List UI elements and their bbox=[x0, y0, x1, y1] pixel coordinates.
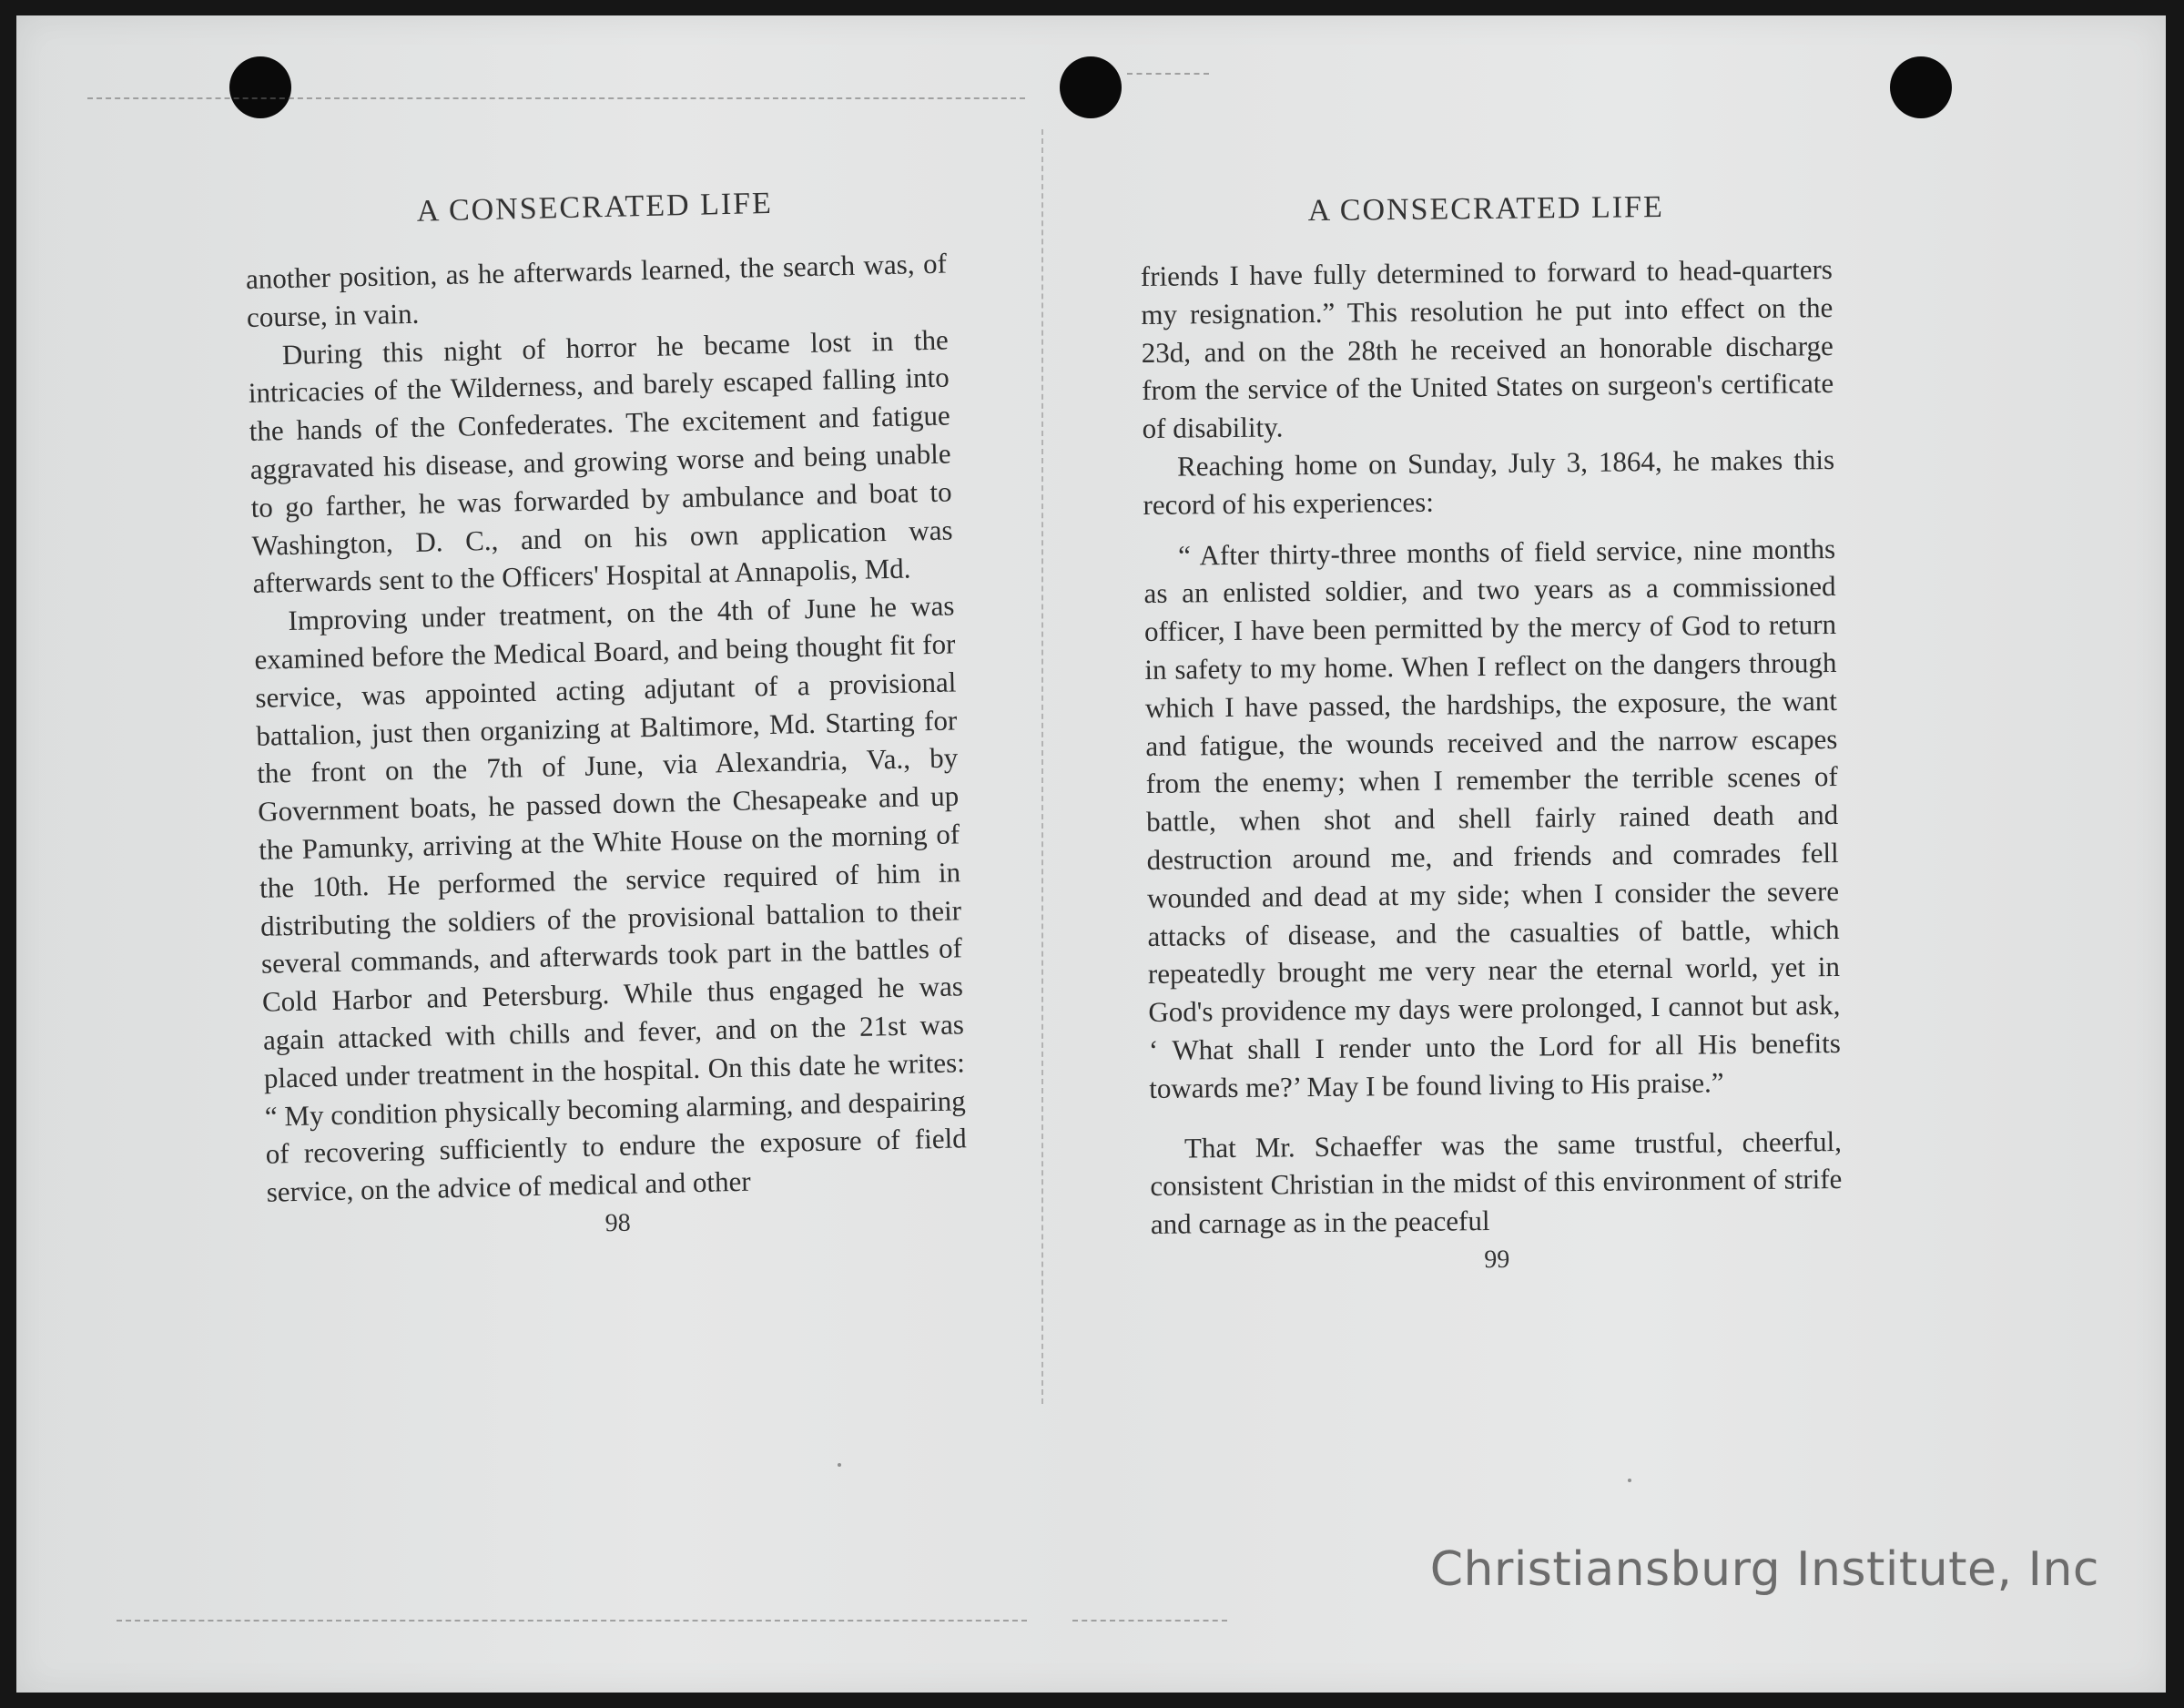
right-page-body bbox=[1141, 250, 1843, 1244]
left-page-number: 98 bbox=[604, 1208, 631, 1238]
left-page-body bbox=[246, 245, 969, 1212]
right-page bbox=[1140, 188, 1843, 1278]
dust-speck bbox=[838, 1463, 841, 1467]
right-paragraph-1: friends I have fully determined to forward to head-quarters my resignation.” This resolution he put into effect on the 23d, and on the 28th he received an honorable discharge from the service of the United States on surgeon's certificate of disability. bbox=[1140, 253, 1834, 445]
right-paragraph-4: That Mr. Schaeffer was the same trustful, cheerful, consistent Christian in the midst of this environment of strife and carnage as in the peaceful bbox=[1150, 1124, 1843, 1241]
right-page-number: 99 bbox=[1484, 1245, 1510, 1275]
punch-hole-center bbox=[1060, 56, 1122, 118]
bottom-cut-line-left bbox=[117, 1620, 1027, 1622]
punch-hole-right bbox=[1890, 56, 1952, 118]
left-paragraph-3: Improving under treatment, on the 4th of June he was examined before the Medical Board, and being thought fit for service, was appointed acting adjutant of a provisional battalion, just then organizing at Baltimore, Md. Starting for the front on the 7th of June, via Alexandria, Va., by Government boats, he passed down the Chesapeake and up the Pamunky, arriving at the White House on the morning of the 10th. He performed the service required of him in distributing the soldiers of the provisional battalion to their several commands, and afterwards took part in the battles of Cold Harbor and Petersburg. While thus engaged he was again attacked with chills and fever, and on the 21st was placed under treatment in the hospital. On this date he writes: “ My condition physically becoming alarming, and despairing of recovering sufficiently to endure the exposure of field service, on the advice of medical and other bbox=[254, 589, 968, 1208]
top-cut-line-right bbox=[1127, 73, 1209, 75]
left-paragraph-1: another position, as he afterwards learned, the search was, of course, in vain. bbox=[245, 247, 948, 333]
right-running-header: A CONSECRATED LIFE bbox=[1307, 189, 1664, 229]
left-running-header: A CONSECRATED LIFE bbox=[416, 186, 774, 229]
right-quotation: “ After thirty-three months of field service, nine months as an enlisted soldier, and two years as a commissioned officer, I have been permitted by the mercy of God to return in safety to my home. When I reflect on the dangers through which I have passed, the hardships, the exposure, the want and fatigue, the wounds received and the narrow escapes from the enemy; when I remember the terrible scenes of battle, when shot and shell fairly rained death and destruction around me, and friends and comrades fell wounded and dead at my side; when I consider the severe attacks of disease, and the casualties of battle, which repeatedly brought me very near the eternal world, yet in God's providence my days were prolonged, I cannot but ask, ‘ What shall I render unto the Lord for all His benefits towards me?’ May I be found living to His praise.” bbox=[1143, 532, 1841, 1104]
center-fold-line bbox=[1041, 129, 1043, 1404]
right-paragraph-2: Reaching home on Sunday, July 3, 1864, he makes this record of his experiences: bbox=[1143, 443, 1835, 521]
left-page bbox=[244, 183, 969, 1246]
watermark: Christiansburg Institute, Inc bbox=[1429, 1542, 2099, 1597]
left-paragraph-2: During this night of horror he became lost in the intricacies of the Wilderness, and barely escaped falling into the hands of the Confederates. The excitement and fatigue aggravated his disease, and growing worse and being unable to go farther, he was forwarded by ambulance and boat to Washington, D. C., and on his own application was afterwards sent to the Officers' Hospital at Annapolis, Md. bbox=[248, 323, 953, 600]
dust-speck bbox=[1628, 1479, 1631, 1482]
top-cut-line-left bbox=[87, 97, 1025, 99]
punch-hole-left bbox=[229, 56, 291, 118]
bottom-cut-line-right bbox=[1072, 1620, 1227, 1622]
